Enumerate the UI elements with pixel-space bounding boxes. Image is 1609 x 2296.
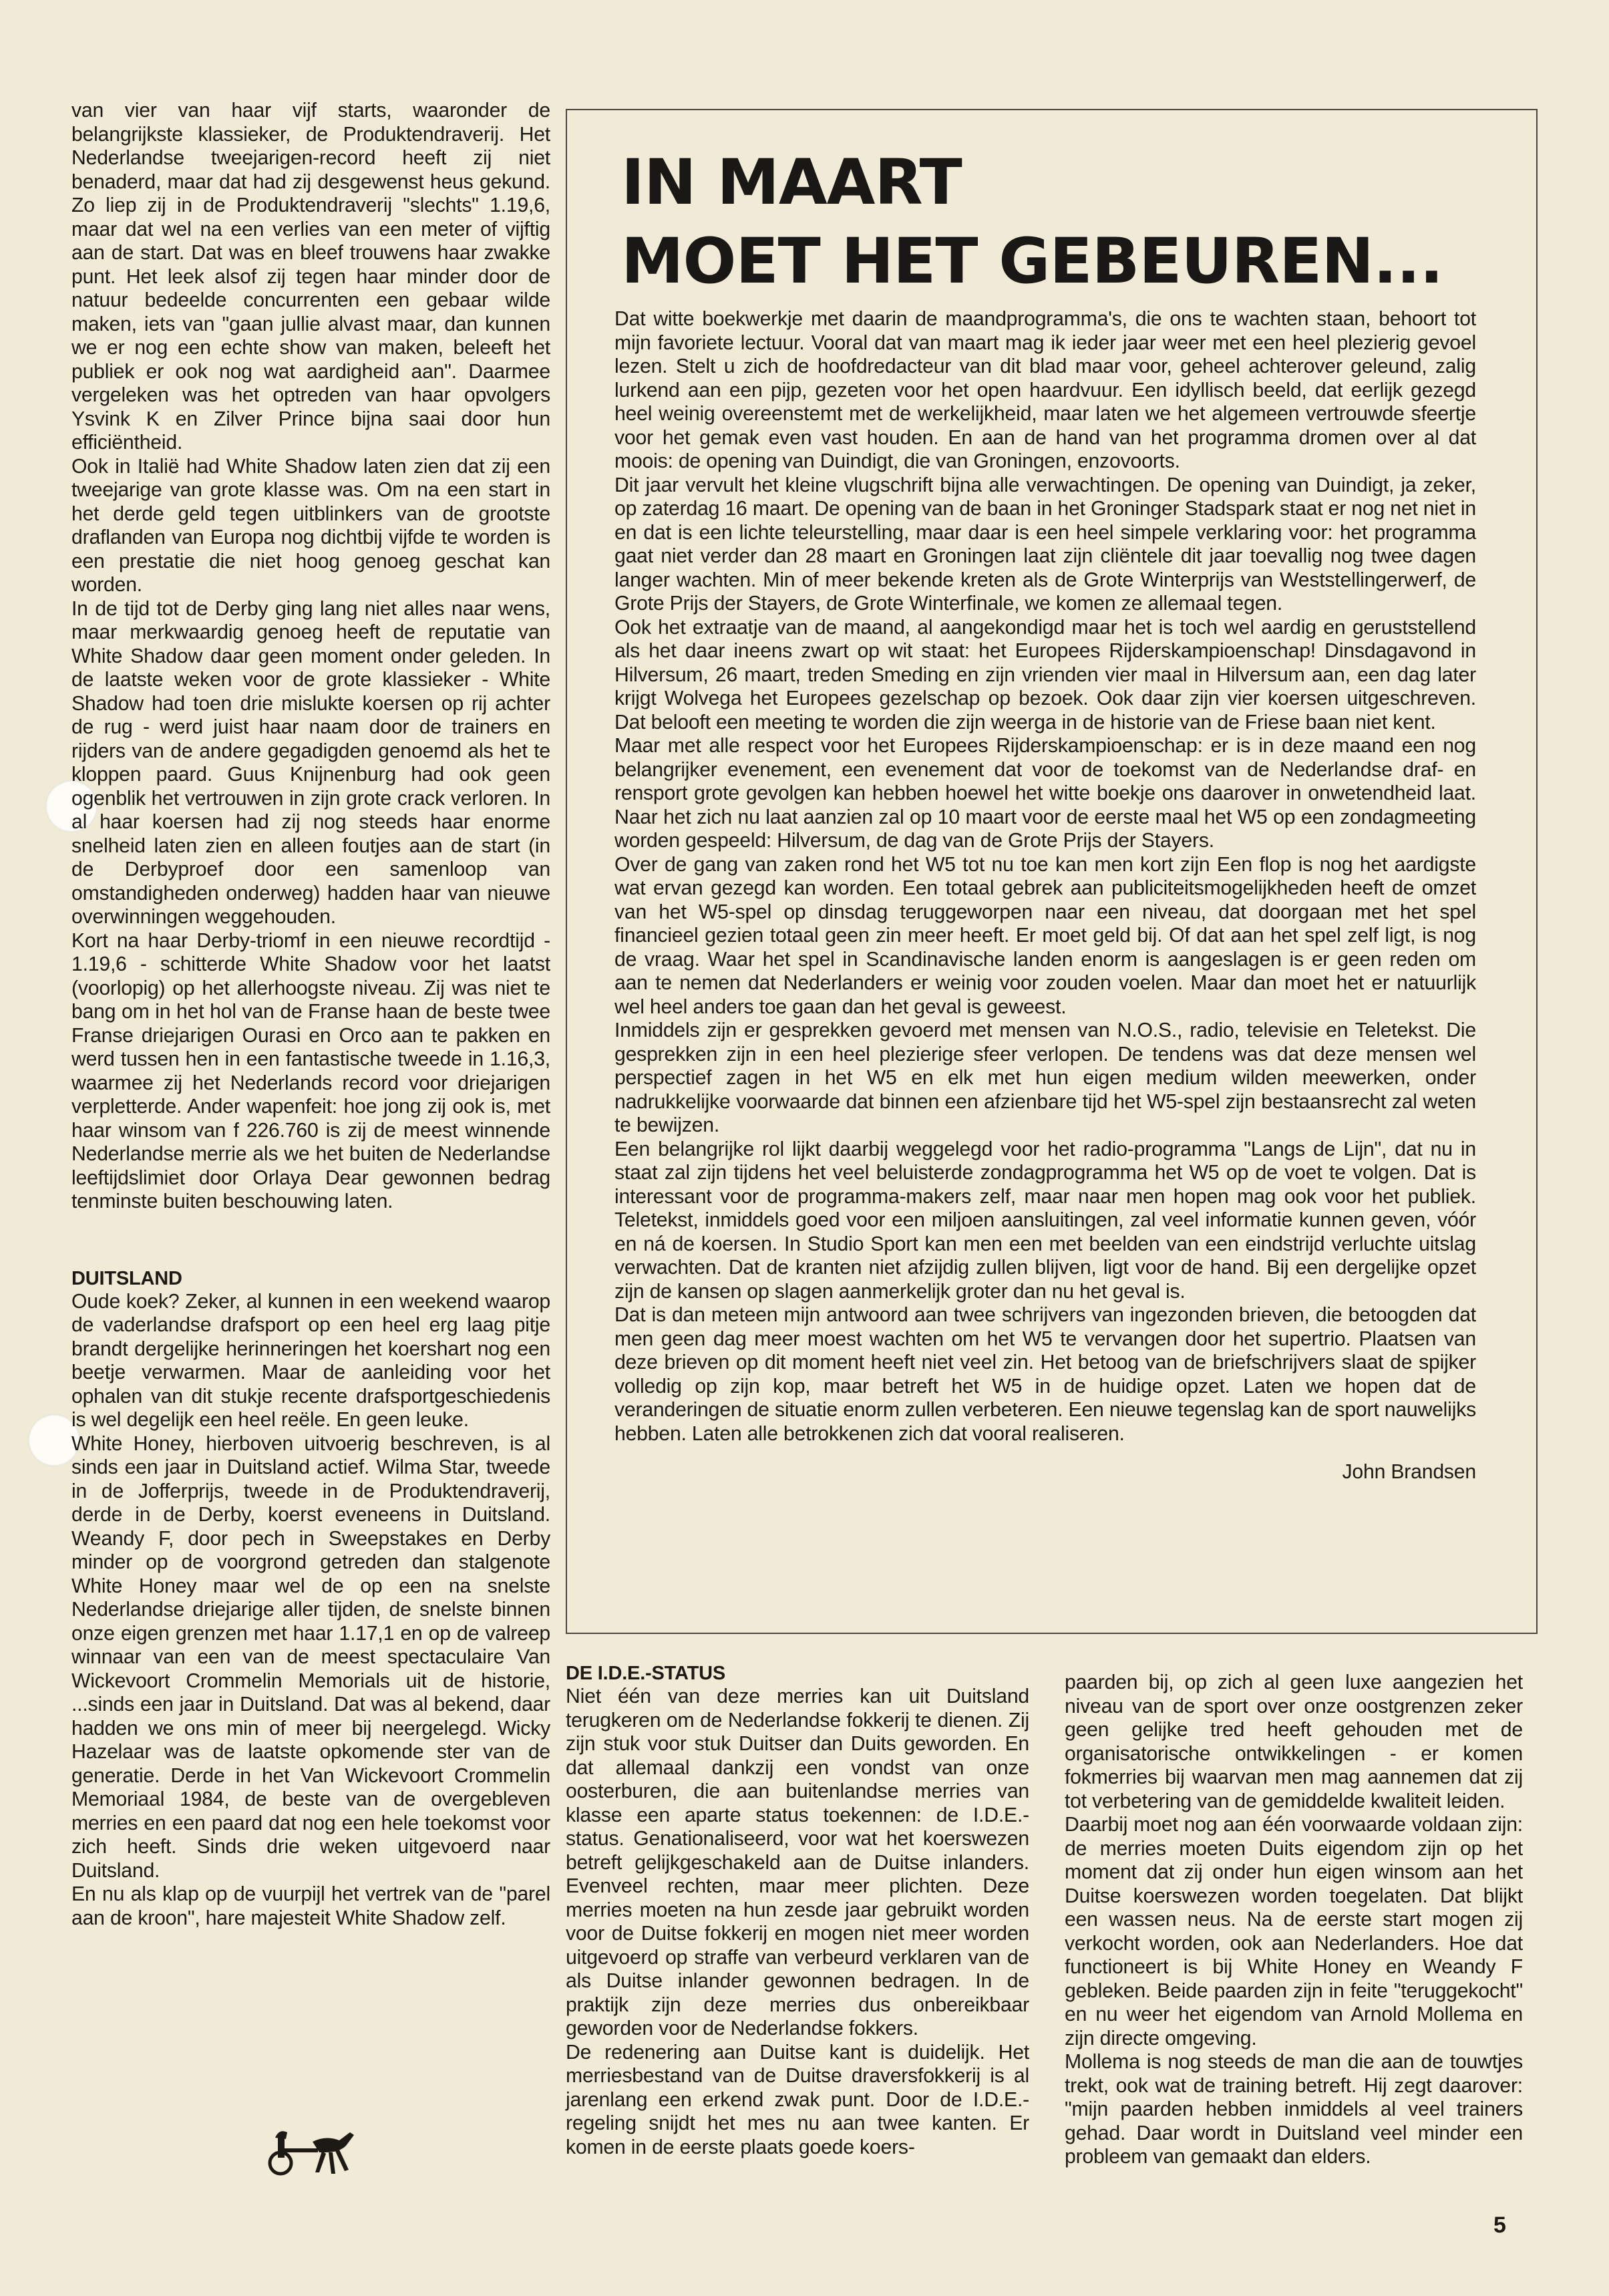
left-column [71,99,550,1930]
section-subheading: DE I.D.E.-STATUS [566,1663,726,1684]
paragraph: In de tijd tot de Derby ging lang niet alles naar wens, maar merkwaardig genoeg heeft de reputatie van White Shadow daar geen moment onder geleden. In de laatste weken voor de grote klassieker - White Shadow had toen drie mislukte koersen op rij achter de rug - werd juist haar naam door de trainers en rijders van de andere gegadigden genoemd als het te kloppen paard. Guus Knijnenburg had ook geen ogenblik het vertrouwen in zijn grote crack verloren. In al haar koersen had zij nog steeds haar enorme snelheid laten zien en alleen foutjes aan de start (in de Derbyproef door een samenloop van omstandigheden onderweg) hadden haar van nieuwe overwinningen weggehouden. [71,597,550,928]
paragraph: Dat is dan meteen mijn antwoord aan twee schrijvers van ingezonden brieven, die betoogden dat men geen dag meer moest wachten om het W5 te vervangen door het supertrio. Plaatsen van deze brieven op dit moment heeft niet veel zin. Het betoog van de briefschrijvers slaat de spijker volledig op zijn kop, maar betreft het W5 in de huidige opzet. Laten we hopen dat de veranderingen de situatie enorm zullen verbeteren. Een nieuwe tegenslag kan de sport nauwelijks hebben. Laten alle betrokkenen zich dat vooral realiseren. [614,1304,1476,1445]
paragraph: Ook het extraatje van de maand, al aangekondigd maar het is toch wel aardig en geruststellend als het daar ineens zwart op wit staat: het Europees Rijderskampioenschap! Dinsdagavond in Hilversum, 26 maart, treden Smeding en zijn vrienden vier maal in Hilversum aan, een dag later krijgt Wolvega het Europees gezelschap op bezoek. Ook daar zijn vier koersen uitgeschreven. Dat belooft een meeting te worden die zijn weerga in de historie van de Friese baan niet kent. [614,616,1476,733]
middle-column [566,1662,1029,2159]
paragraph: Daarbij moet nog aan één voorwaarde voldaan zijn: de merries moeten Duits eigendom zijn op het moment dat zij onder hun eigen winsom aan het Duitse koerswezen worden toegelaten. Dat blijkt een wassen neus. Na de eerste start mogen zij verkocht worden, ook aan Nederlanders. Hoe dat functioneert is bij White Honey en Weandy F gebleken. Beide paarden zijn in feite "teruggekocht" en nu weer het eigendom van Arnold Mollema en zijn directe omgeving. [1065,1814,1523,2049]
paragraph: Maar met alle respect voor het Europees Rijderskampioenschap: er is in deze maand een nog belangrijker evenement, een evenement dat voor de toekomst van de Nederlandse draf- en rensport grote gevolgen kan hebben hoewel het witte boekje ons daarover in onwetendheid laat. Naar het zich nu laat aanzien zal op 10 maart voor de eerste maal het W5 op een zondagmeeting worden gespeeld: Hilversum, de dag van de Grote Prijs der Stayers. [614,735,1476,852]
paragraph: Dit jaar vervult het kleine vlugschrift bijna alle verwachtingen. De opening van Duindigt, ja zeker, op zaterdag 16 maart. De opening van de baan in het Groninger Stadspark staat er nog net niet in en dat is een lichte teleurstelling, maar daar is een heel simpele verklaring voor: het programma gaat niet verder dan 28 maart en Groningen laat zijn cliëntele dit jaar toevallig nog twee dagen langer wachten. Min of meer bekende kreten als de Grote Winterprijs van Weststellingerwerf, de Grote Prijs der Stayers, de Grote Winterfinale, we komen ze allemaal tegen. [614,474,1476,615]
paragraph: Kort na haar Derby-triomf in een nieuwe recordtijd - 1.19,6 - schitterde White Shadow voor het laatst (voorlopig) op het allerhoogste niveau. Zij was niet te bang om in het hol van de Franse haan de beste twee Franse driejarigen Ourasi en Orco aan te pakken en werd tussen hen in een fantastische tweede in 1.16,3, waarmee zij het Nederlands record voor driejarigen verpletterde. Ander wapenfeit: hoe jong zij ook is, met haar winsom van f 226.760 is zij de meest winnende Nederlandse merrie als we het buiten de Nederlandse leeftijdslimiet door Orlaya Dear gewonnen bedrag tenminste buiten beschouwing laten. [71,929,550,1212]
page-number: 5 [1493,2212,1506,2238]
headline-line: MOET HET GEBEUREN... [621,225,1443,298]
paragraph: Niet één van deze merries kan uit Duitsland terugkeren om de Nederlandse fokkerij te dienen. Zij zijn stuk voor stuk Duitser dan Duits geworden. En dat allemaal dankzij een vondst van onze oosterburen, die aan buitenlandse merries van klasse een aparte status toekennen: de I.D.E.-status. Genationaliseerd, voor wat het koerswezen betreft gelijkgeschakeld aan de Duitse inlanders. Evenveel rechten, maar meer plichten. Deze merries moeten na hun zesde jaar gebruikt worden voor de Duitse fokkerij en mogen niet meer worden uitgevoerd op straffe van verbeurd verklaren van de als Duitse inlander gewonnen bedragen. In de praktijk zijn deze merries dus onbereikbaar geworden voor de Nederlandse fokkers. [566,1685,1029,2039]
headline-line: IN MAART [621,146,962,219]
paragraph: Dat witte boekwerkje met daarin de maandprogramma's, die ons te wachten staan, behoort tot mijn favoriete lectuur. Vooral dat van maart mag ik ieder jaar weer met een heel plezierig gevoel lezen. Stelt u zich de hoofdredacteur van dit blad maar voor, geheel achterover geleund, zalig lurkend aan een pijp, gezeten voor het open haardvuur. Een idyllisch beeld, dat eerlijk gezegd heel weinig overeenstemt met de werkelijkheid, maar laten we het algemeen vertrouwde sfeertje voor het gemak even vast houden. En aan de hand van het programma dromen over al dat moois: de opening van Duindigt, die van Groningen, enzovoorts. [614,308,1476,472]
paragraph: Inmiddels zijn er gesprekken gevoerd met mensen van N.O.S., radio, televisie en Teletekst. Die gesprekken zijn in een heel plezierige sfeer verlopen. De tendens was dat deze mensen wel perspectief zagen in het W5 en elk met hun eigen medium wilden meewerken, onder nadrukkelijke voorwaarde dat binnen een afzienbare tijd het W5-spel zijn bestaansrecht zal weten te bewijzen. [614,1019,1476,1136]
article-headline [621,144,1489,301]
paragraph: Een belangrijke rol lijkt daarbij weggelegd voor het radio-programma "Langs de Lijn", dat nu in staat zal zijn tijdens het veel beluisterde zondagprogramma het W5 op de voet te volgen. Dat is interessant voor de programma-makers zelf, maar naar men hopen mag ook voor het publiek. Teletekst, inmiddels goed voor een miljoen aansluitingen, zal veel informatie kunnen geven, vóór en ná de koersen. In Studio Sport kan men een met beelden van een eindstrijd verluchte uitslag verwachten. Dat de kranten niet afzijdig zullen blijven, ligt voor de hand. Bij een dergelijke opzet zijn de kansen op slagen aanmerkelijk groter dan nu het geval is. [614,1138,1476,1303]
paragraph: van vier van haar vijf starts, waaronder de belangrijkste klassieker, de Produktendraverij. Het Nederlandse tweejarigen-record heeft zij niet benaderd, maar dat had zij desgewenst heus gekund. Zo liep zij in de Produktendraverij "slechts" 1.19,6, maar dat wel na een verlies van een meter of vijftig aan de start. Dat was en bleef trouwens haar zwakke punt. Het leek alsof zij tegen haar minder door de natuur bedeelde concurrenten een gebaar wilde maken, iets van "gaan jullie alvast maar, dan kunnen we er nog een echte show van maken, beleeft het publiek er ook nog wat aardigheid aan". Daarmee vergeleken was het optreden van haar opvolgers Ysvink K en Zilver Prince bijna saai door hun efficiëntheid. [71,100,550,454]
horse-sulky-logo-icon [266,2126,359,2182]
paragraph: White Honey, hierboven uitvoerig beschreven, is al sinds een jaar in Duitsland actief. Wilma Star, tweede in de Jofferprijs, tweede in de Produktendraverij, derde in de Derby, koerst eveneens in Duitsland. Weandy F, door pech in Sweepstakes en Derby minder op de voorgrond getreden dan stalgenote White Honey maar wel de op een na snelste Nederlandse driejarige aller tijden, de snelste binnen onze eigen grenzen met haar 1.17,1 en op de valreep winnaar van een van de meest spectaculaire Van Wickevoort Crommelin Memorials uit de historie, ...sinds een jaar in Duitsland. Dat was al bekend, daar hadden we ons min of meer bij neergelegd. Wicky Hazelaar was de laatste opkomende ster van de generatie. Derde in het Van Wickevoort Crommelin Memoriaal 1984, de beste van de overgebleven merries en een paard dat nog een hele toekomst voor zich heeft. Sinds drie weken uitgevoerd naar Duitsland. [71,1432,550,1882]
article-body [614,307,1476,1484]
paragraph: Oude koek? Zeker, al kunnen in een weekend waarop de vaderlandse drafsport op een heel erg laag pitje brandt dergelijke herinneringen het koershart nog een beetje verwarmen. Maar de aanleiding voor het ophalen van dit stukje recente drafsportgeschiedenis is wel degelijk een heel reële. En geen leuke. [71,1290,550,1431]
paragraph: Mollema is nog steeds de man die aan de touwtjes trekt, ook wat de training betreft. Hij zegt daarover: "mijn paarden hebben inmiddels al veel trainers gehad. Daar wordt in Duitsland veel minder een probleem van gemaakt dan elders. [1065,2051,1523,2168]
paragraph: En nu als klap op de vuurpijl het vertrek van de "parel aan de kroon", hare majesteit White Shadow zelf. [71,1883,550,1929]
paragraph: De redenering aan Duitse kant is duidelijk. Het merriesbestand van de Duitse draversfokkerij is al jarenlang een erkend zwak punt. Door de I.D.E.-regeling snijdt het mes nu aan twee kanten. Er komen in de eerste plaats goede koers- [566,2041,1029,2158]
author-signature: John Brandsen [1342,1461,1476,1483]
paragraph: Ook in Italië had White Shadow laten zien dat zij een tweejarige van grote klasse was. Om na een start in het derde geld tegen uitblinkers van de grootste draflanden van Europa nog dichtbij vijfde te worden is een prestatie die niet hoog genoeg geschat kan worden. [71,455,550,596]
section-subheading: DUITSLAND [71,1267,182,1289]
paragraph: Over de gang van zaken rond het W5 tot nu toe kan men kort zijn Een flop is nog het aardigste wat ervan gezegd kan worden. Een totaal gebrek aan publiciteitsmogelijkheden heeft de omzet van het W5-spel op dinsdag teruggeworpen naar een niveau, dat doorgaan met het spel financieel gezien totaal geen zin meer heeft. Er moet geld bij. Of dat aan het spel zelf ligt, is nog de vraag. Waar het spel in Scandinavische landen enorm is aangeslagen is er geen reden om aan te nemen dat Nederlanders er weinig voor zouden voelen. Maar dan moet het er natuurlijk wel heel anders toe gaan dan het geval is geweest. [614,853,1476,1018]
paragraph: paarden bij, op zich al geen luxe aangezien het niveau van de sport over onze oostgrenzen zeker geen gelijke tred heeft gehouden met de organisatorische ontwikkelingen - er komen fokmerries bij waarvan men mag aannemen dat zij tot verbetering van de gemiddelde kwaliteit leiden. [1065,1671,1523,1812]
right-column [1065,1671,1523,2169]
